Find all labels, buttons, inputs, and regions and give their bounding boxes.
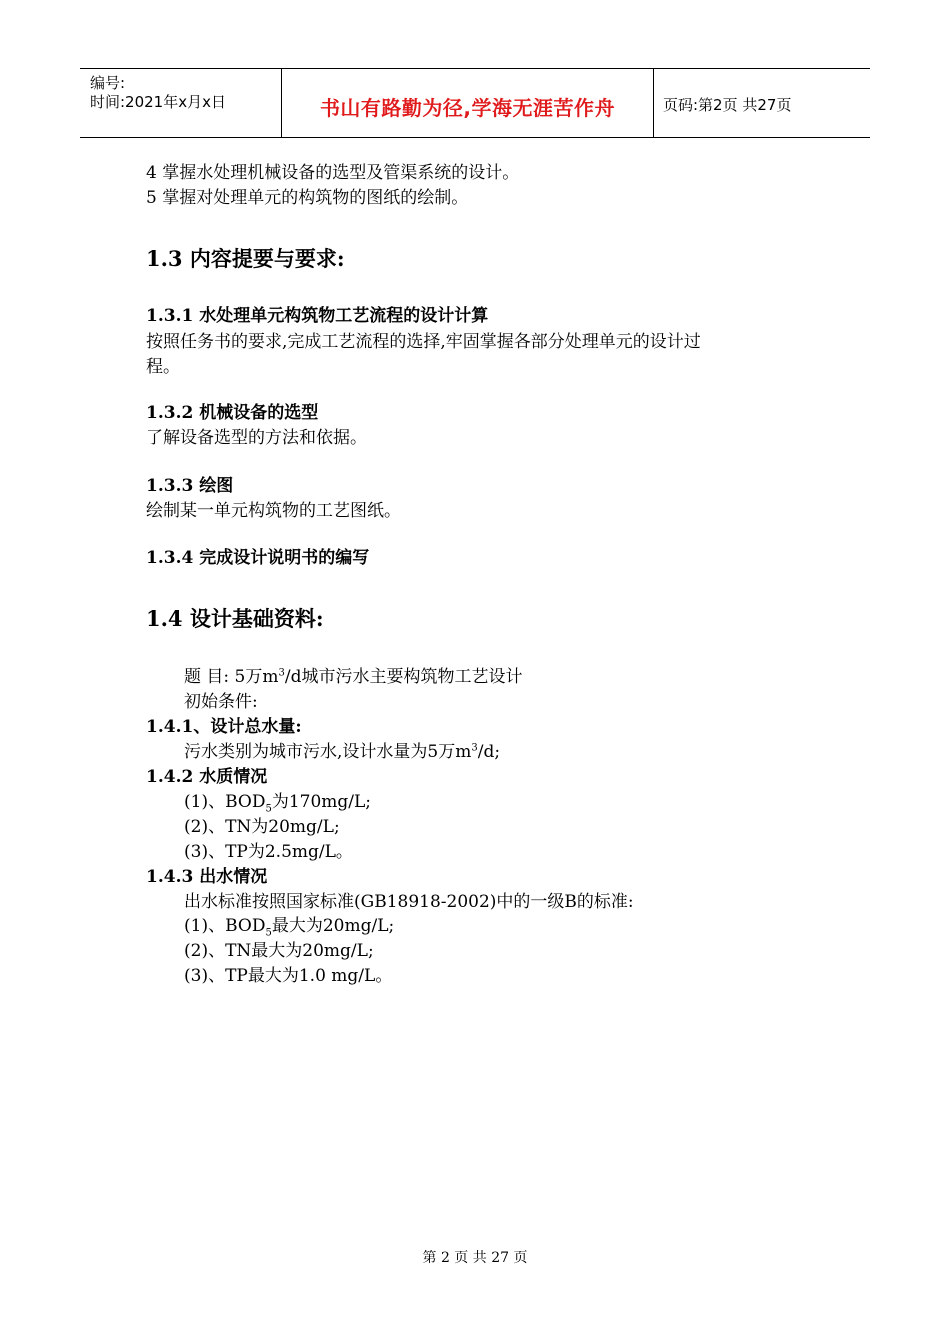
topic-text-a: 题 目: 5万m (184, 667, 279, 687)
quality-item-1-b: 为170mg/L; (271, 792, 372, 812)
section-1-3-1-text-line1: 按照任务书的要求,完成工艺流程的选择,牢固掌握各部分处理单元的设计过 (146, 332, 701, 352)
header-middle-cell (282, 69, 654, 137)
motto-text: 书山有路勤为径,学海无涯苦作舟 (319, 96, 616, 120)
header-left-cell (80, 69, 282, 137)
effluent-item-3: (3)、TP最大为1.0 mg/L。 (184, 966, 393, 986)
topic-line (184, 667, 522, 687)
section-1-4-title: 1.4 设计基础资料: (146, 606, 324, 631)
section-1-3-2-text: 了解设备选型的方法和依据。 (146, 428, 367, 448)
item-4: 4 掌握水处理机械设备的选型及管渠系统的设计。 (146, 163, 520, 183)
effluent-item-1-a: (1)、BOD (184, 916, 266, 936)
section-1-4-1-text (184, 742, 500, 762)
flow-text-a: 污水类别为城市污水,设计水量为5万m (184, 742, 472, 762)
time-label: 时间:2021年x月x日 (90, 93, 226, 111)
topic-superscript: 3 (278, 667, 285, 679)
effluent-item-1 (184, 916, 395, 939)
effluent-item-1-subscript: 5 (265, 927, 272, 939)
section-1-3-1-title: 1.3.1 水处理单元构筑物工艺流程的设计计算 (146, 306, 489, 326)
section-1-4-3-title: 1.4.3 出水情况 (146, 867, 268, 887)
number-label: 编号: (90, 74, 126, 92)
section-1-3-1-text-line2: 程。 (146, 357, 180, 377)
section-1-3-3-title: 1.3.3 绘图 (146, 476, 234, 496)
page-number-label: 页码:第2页 共27页 (663, 96, 792, 114)
flow-superscript: 3 (471, 742, 478, 754)
header-right-cell (654, 69, 870, 137)
section-1-3-2-title: 1.3.2 机械设备的选型 (146, 403, 319, 423)
page-header (80, 68, 870, 138)
section-1-3-3-text: 绘制某一单元构筑物的工艺图纸。 (146, 501, 401, 521)
effluent-standard-text: 出水标准按照国家标准(GB18918-2002)中的一级B的标准: (184, 892, 634, 912)
section-1-3-title: 1.3 内容提要与要求: (146, 246, 345, 271)
item-5: 5 掌握对处理单元的构筑物的图纸的绘制。 (146, 188, 469, 208)
quality-item-1-a: (1)、BOD (184, 792, 266, 812)
section-1-4-1-title: 1.4.1、设计总水量: (146, 717, 302, 737)
effluent-item-2: (2)、TN最大为20mg/L; (184, 941, 374, 961)
section-1-3-4-title: 1.3.4 完成设计说明书的编写 (146, 548, 370, 568)
quality-item-1-subscript: 5 (265, 803, 272, 815)
section-1-4-2-title: 1.4.2 水质情况 (146, 767, 268, 787)
quality-item-2: (2)、TN为20mg/L; (184, 817, 340, 837)
flow-text-b: /d; (477, 742, 501, 762)
quality-item-1 (184, 792, 372, 815)
initial-conditions: 初始条件: (184, 692, 258, 712)
effluent-item-1-b: 最大为20mg/L; (271, 916, 395, 936)
topic-text-b: /d城市污水主要构筑物工艺设计 (284, 667, 523, 687)
page-footer: 第 2 页 共 27 页 (422, 1250, 528, 1266)
quality-item-3: (3)、TP为2.5mg/L。 (184, 842, 353, 862)
